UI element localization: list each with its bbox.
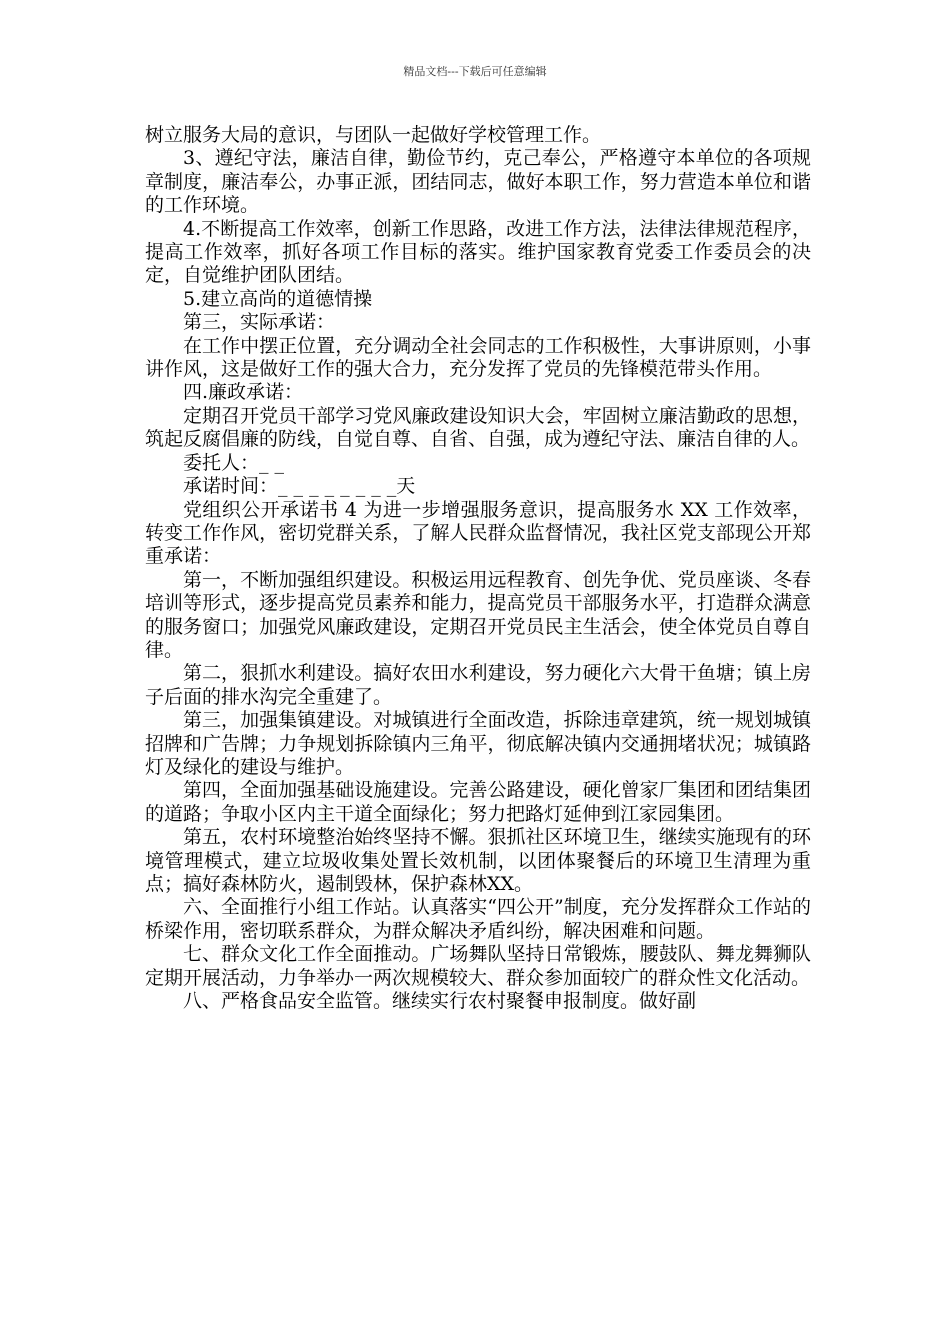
paragraph: 八、严格食品安全监管。继续实行农村聚餐申报制度。做好副 — [183, 990, 697, 1013]
paragraph: 定期召开党员干部学习党风廉政建设知识大会，牢固树立廉洁勤政的思想，筑起反腐倡廉的防线，自觉自尊、自省、自强，成为遵纪守法、廉洁自律的人。 — [145, 404, 811, 451]
page-header: 精品文档---下载后可任意编辑 — [403, 65, 547, 78]
paragraph: 四.廉政承诺： — [183, 381, 304, 404]
paragraph: 在工作中摆正位置，充分调动全社会同志的工作积极性，大事讲原则，小事讲作风，这是做好工作的强大合力，充分发挥了党员的先锋模范带头作用。 — [145, 334, 811, 381]
paragraph: 3、遵纪守法，廉洁自律，勤俭节约，克己奉公，严格遵守本单位的各项规章制度，廉洁奉公，办事正派，团结同志，做好本职工作，努力营造本单位和谐的工作环境。 — [145, 147, 811, 217]
paragraph: 树立服务大局的意识，与团队一起做好学校管理工作。 — [145, 124, 602, 146]
paragraph: 六、全面推行小组工作站。认真落实“四公开”制度，充分发挥群众工作站的桥梁作用，密切联系群众，为群众解决矛盾纠纷，解决困难和问题。 — [145, 896, 811, 942]
paragraph: 第五，农村环境整治始终坚持不懈。狠抓社区环境卫生，继续实施现有的环境管理模式，建立垃圾收集处置长效机制，以团体聚餐后的环境卫生清理为重点；搞好森林防火，遏制毁林，保护森林XX。 — [145, 826, 811, 895]
paragraph: 5.建立高尚的道德情操 — [183, 287, 373, 310]
paragraph: 第一，不断加强组织建设。积极运用远程教育、创先争优、党员座谈、冬春培训等形式，逐步提高党员素养和能力，提高党员干部服务水平，打造群众满意的服务窗口；加强党风廉政建设，定期召开党员民主生活会，使全体党员自尊自律。 — [145, 568, 811, 661]
paragraph: 4.不断提高工作效率，创新工作思路，改进工作方法，法律法律规范程序，提高工作效率，抓好各项工作目标的落实。维护国家教育党委工作委员会的决定，自觉维护团队团结。 — [145, 217, 811, 287]
paragraph: 第三，加强集镇建设。对城镇进行全面改造，拆除违章建筑，统一规划城镇招牌和广告牌；力争规划拆除镇内三角平，彻底解决镇内交通拥堵状况；城镇路灯及绿化的建设与维护。 — [145, 709, 811, 778]
paragraph: 七、群众文化工作全面推动。广场舞队坚持日常锻炼，腰鼓队、舞龙舞狮队定期开展活动，力争举办一两次规模较大、群众参加面较广的群众性文化活动。 — [145, 943, 811, 989]
paragraph: 委托人：_ _ — [183, 451, 285, 474]
paragraph: 承诺时间：_ _ _ _ _ _ _ _天 — [183, 475, 416, 498]
paragraph: 党组织公开承诺书 4 为进一步增强服务意识，提高服务水 XX 工作效率，转变工作作风，密切党群关系，了解人民群众监督情况，我社区党支部现公开郑重承诺： — [145, 498, 811, 568]
paragraph: 第四，全面加强基础设施建设。完善公路建设，硬化曾家厂集团和团结集团的道路；争取小区内主干道全面绿化；努力把路灯延伸到江家园集团。 — [145, 779, 811, 825]
paragraph: 第二，狠抓水利建设。搞好农田水利建设，努力硬化六大骨干鱼塘；镇上房子后面的排水沟完全重建了。 — [145, 662, 811, 708]
document-body — [145, 124, 811, 1013]
paragraph: 第三，实际承诺： — [183, 311, 336, 334]
